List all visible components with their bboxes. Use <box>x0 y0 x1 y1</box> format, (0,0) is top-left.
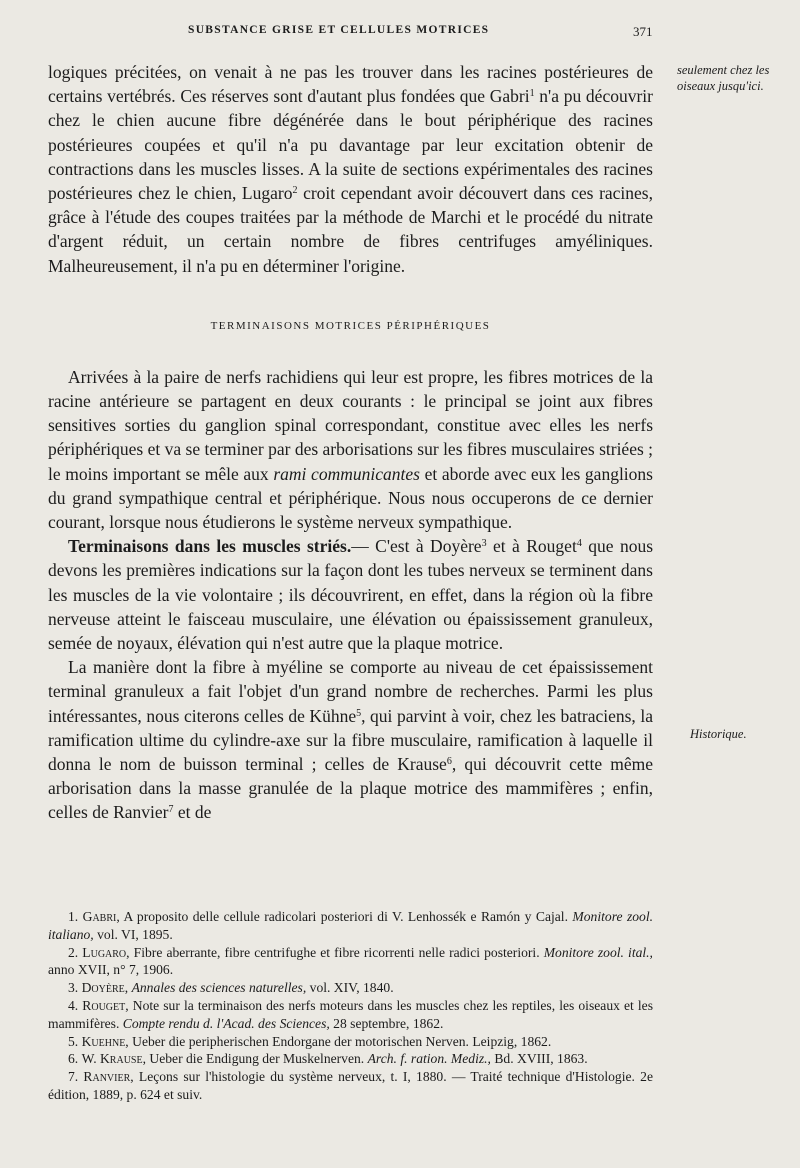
running-header: SUBSTANCE GRISE ET CELLULES MOTRICES <box>188 24 490 36</box>
footnote-ref-4[interactable]: 4 <box>576 538 582 550</box>
footnote: 6. W. Krause, Ueber die Endigung der Muskelnerven. Arch. f. ration. Mediz., Bd. XVIII, 1863. <box>68 1051 588 1067</box>
footnotes <box>48 908 653 1104</box>
footnote-ref-7[interactable]: 7 <box>168 804 174 816</box>
paragraph-muscles-stries: Terminaisons dans les muscles striés.— C'est à Doyère$^3$ et à Rouget$^4$ que nous devons les premières indications sur la façon dont les tubes nerveux se terminent dans les muscles de la vie volontaire ; ils découvrirent, en effet, dans la région où la fibre nerveuse atteint le faisceau musculaire, une élévation ou épaississement granuleux, semée de noyaux, élévation qui n'est autre que la plaque motrice. <box>48 536 653 654</box>
footnote: 5. Kuehne, Ueber die peripherischen Endorgane der motorischen Nerven. Leipzig, 1862. <box>68 1033 552 1049</box>
footnote-ref-2[interactable]: 2 <box>292 185 298 197</box>
paragraph-racines: logiques précitées, on venait à ne pas les trouver dans les racines postérieures de certains vertébrés. Ces réserves sont d'autant plus fondées que Gabri$^1$ n'a pu découvrir chez le chien aucune fibre dégénérée dans le bout périphérique des racines postérieures coupées et qu'il n'a pu davantage par leur excitation obtenir de contractions dans les muscles lisses. A la suite de sections expérimentales des racines postérieures chez le chien, Lugaro$^2$ croit cependant avoir découvert dans ces racines, grâce à l'étude des coupes traitées par la méthode de Marchi et le procédé du nitrate d'argent réduit, un certain nombre de fibres centrifuges amyéliniques. Malheureusement, il n'a pu en déterminer l'origine. <box>48 62 653 276</box>
footnote-ref-1[interactable]: 1 <box>529 88 535 100</box>
margin-note-historique: Historique. <box>690 727 747 741</box>
paragraph-historique: La manière dont la fibre à myéline se comporte au niveau de cet épaississement terminal granuleux a fait l'objet d'un grand nombre de recherches. Parmi les plus intéressantes, nous citerons celles de Kühne$^5$, qui parvint à voir, chez les batraciens, la ramification ultime du cylindre-axe sur la fibre musculaire, ramification à laquelle il donna le nom de buisson terminal ; celles de Krause$^6$, qui découvrit cette même arborisation dans la masse granulée de la plaque motrice des mammifères ; enfin, celles de Ranvier$^7$ et de <box>48 657 654 823</box>
paragraph-fibres-motrices: Arrivées à la paire de nerfs rachidiens qui leur est propre, les fibres motrices de la racine antérieure se partagent en deux courants : le principal se joint aux fibres sensitives sorties du ganglion spinal correspondant, constitue avec elles les nerfs périphériques et va se terminer par des arborisations sur les fibres musculaires striées ; le moins important se mêle aux rami communicantes et aborde avec eux les ganglions du grand sympathique central et périphérique. Nous nous occuperons de ce dernier courant, lorsque nous étudierons le système nerveux sympathique. <box>48 366 654 533</box>
subheading-muscles-stries: Terminaisons dans les muscles striés. <box>68 536 352 557</box>
main-text <box>48 60 653 825</box>
margin-note-oiseaux: seulement chez les oiseaux jusqu'ici. <box>677 63 770 93</box>
footnote-ref-6[interactable]: 6 <box>446 756 452 768</box>
footnote: 4. Rouget, Note sur la terminaison des nerfs moteurs dans les muscles chez les reptiles, les oiseaux et les mammifères. Compte rendu d. l'Acad. des Sciences, 28 septembre, 1862. <box>48 997 653 1031</box>
footnote-ref-3[interactable]: 3 <box>481 538 487 550</box>
footnote: 7. Ranvier, Leçons sur l'histologie du système nerveux, t. I, 1880. — Traité technique d'Histologie. 2e édition, 1889, p. 624 et suiv. <box>48 1069 653 1102</box>
footnote: 2. Lugaro, Fibre aberrante, fibre centrifughe et fibre ricorrenti nelle radici posteriori. Monitore zool. ital., anno XVII, n° 7, 1906. <box>48 944 653 978</box>
footnote: 1. Gabri, A proposito delle cellule radicolari posteriori di V. Lenhossék e Ramón y Cajal. Monitore zool. italiano, vol. VI, 1895. <box>48 909 653 942</box>
footnote: 3. Doyère, Annales des sciences naturelles, vol. XIV, 1840. <box>68 980 394 996</box>
footnote-ref-5[interactable]: 5 <box>356 707 362 719</box>
page-number: 371 <box>633 24 653 39</box>
section-title: TERMINAISONS MOTRICES PÉRIPHÉRIQUES <box>210 319 491 332</box>
